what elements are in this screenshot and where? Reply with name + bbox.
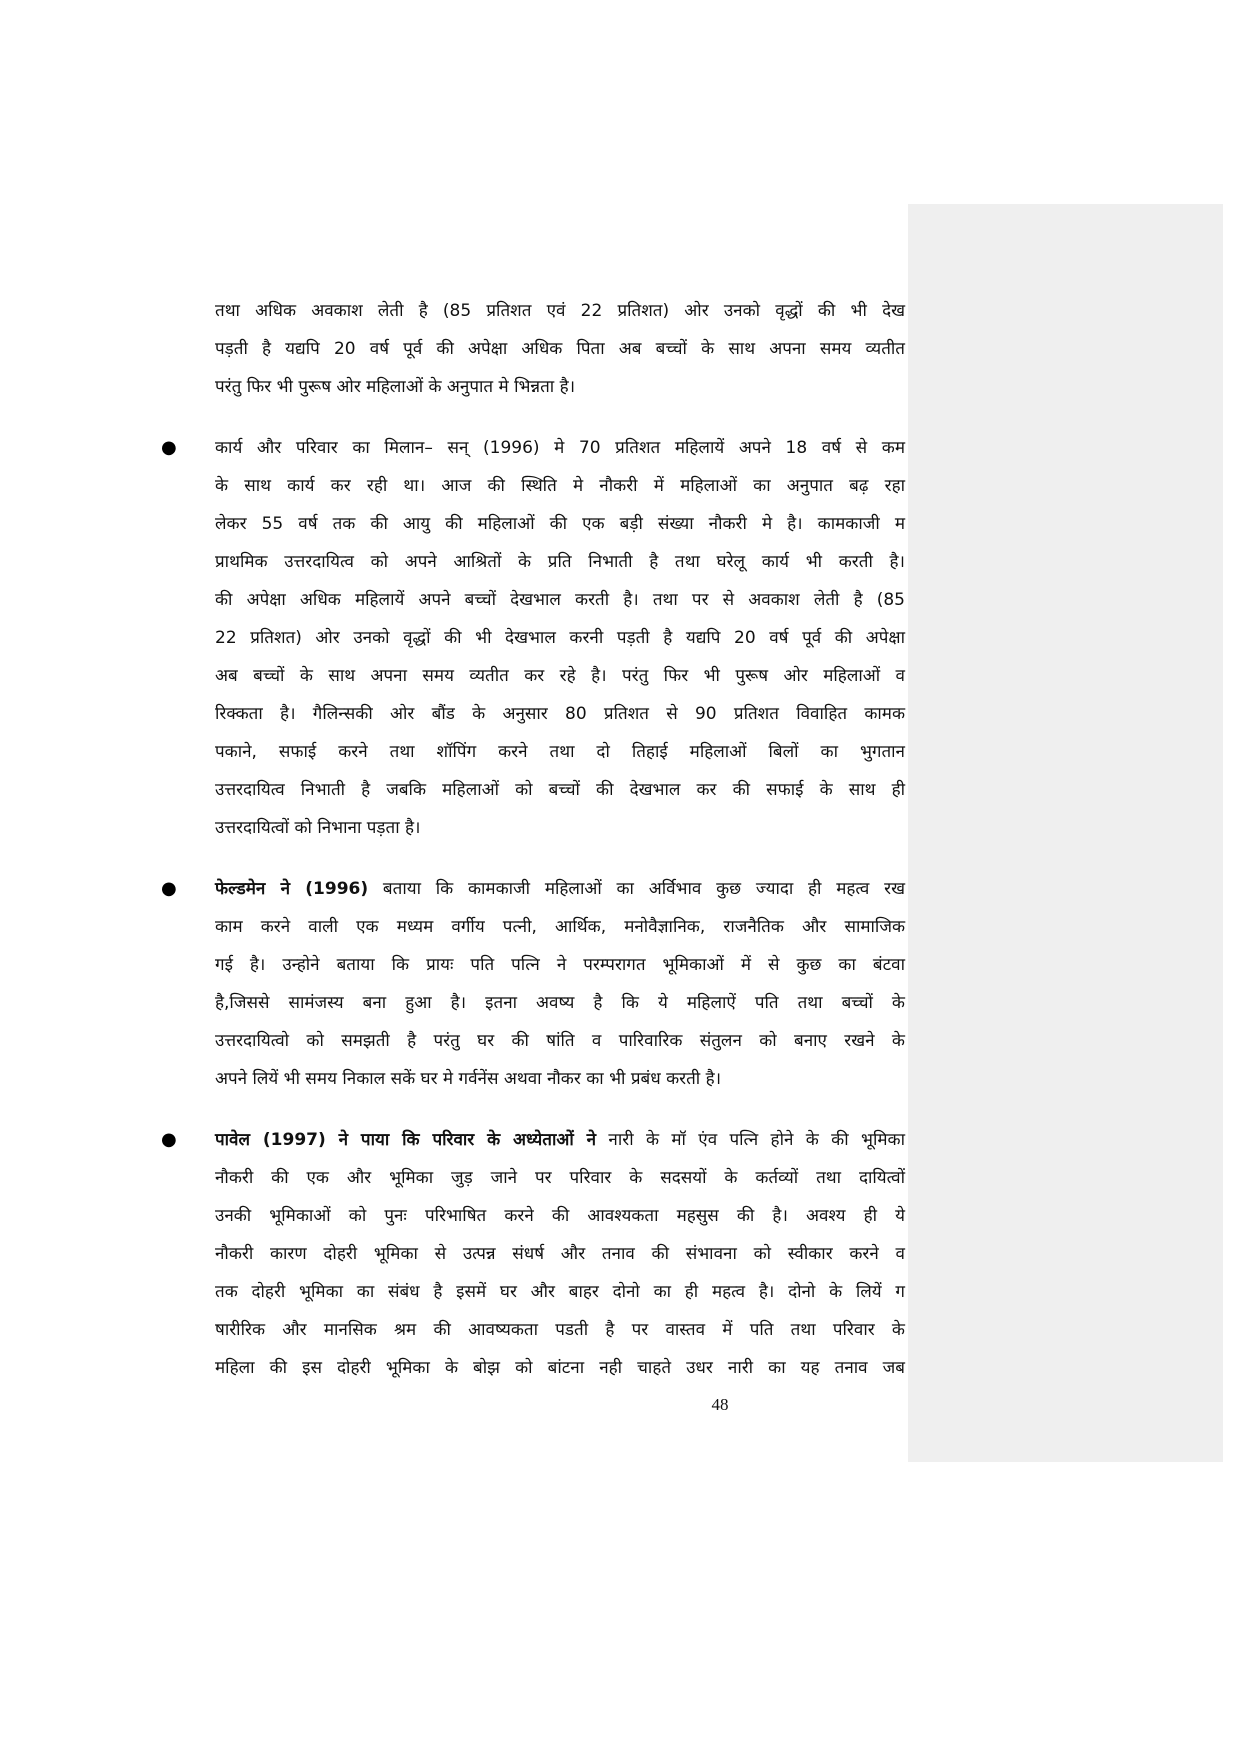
bullet-icon: ● <box>161 1129 177 1150</box>
text-line: काम करने वाली एक मध्यम वर्गीय पत्नी, आर्थिक, मनोवैज्ञानिक, राजनैतिक और सामाजिक <box>215 917 905 937</box>
text-line: तथा अधिक अवकाश लेती है (85 प्रतिशत एवं 22 प्रतिशत) ओर उनको वृद्धों की भी देख <box>215 301 905 321</box>
text-line: की अपेक्षा अधिक महिलायें अपने बच्चों देखभाल करती है। तथा पर से अवकाश लेती है (85 <box>215 590 905 610</box>
text-line: के साथ कार्य कर रही था। आज की स्थिति मे नौकरी में महिलाओं का अनुपात बढ़ रहा <box>215 476 905 496</box>
text-line <box>215 1121 905 1159</box>
text-line: उत्तरदायित्वो को समझती है परंतु घर की षांति व पारिवारिक संतुलन को बनाए रखने के <box>215 1031 905 1051</box>
bullet-icon: ● <box>161 878 177 899</box>
text-line: पकाने, सफाई करने तथा शॉपिंग करने तथा दो तिहाई महिलाओं बिलों का भुगतान <box>215 742 905 762</box>
text-line: रिक्कता है। गैलिन्सकी ओर बौंड के अनुसार 80 प्रतिशत से 90 प्रतिशत विवाहित कामक <box>215 704 905 724</box>
text-line: उनकी भूमिकाओं को पुनः परिभाषित करने की आवश्यकता महसुस की है। अवश्य ही ये <box>215 1206 905 1226</box>
comment-pane <box>908 204 1223 1462</box>
text-line: उत्तरदायित्व निभाती है जबकि महिलाओं को बच्चों की देखभाल कर की सफाई के साथ ही <box>215 780 905 800</box>
text-line: कार्य और परिवार का मिलान– सन् (1996) मे 70 प्रतिशत महिलायें अपने 18 वर्ष से कम <box>215 438 905 458</box>
text-line: 22 प्रतिशत) ओर उनको वृद्धों की भी देखभाल करनी पड़ती है यद्यपि 20 वर्ष पूर्व की अपेक्षा <box>215 628 905 648</box>
text-line <box>215 870 905 908</box>
bullet-paragraph-powell <box>161 1121 905 1387</box>
text-line: अपने लियें भी समय निकाल सकें घर मे गर्वनेंस अथवा नौकर का भी प्रबंध करती है। <box>215 1069 722 1089</box>
text-line: अब बच्चों के साथ अपना समय व्यतीत कर रहे है। परंतु फिर भी पुरूष ओर महिलाओं व <box>215 666 905 686</box>
text-line: पड़ती है यद्यपि 20 वर्ष पूर्व की अपेक्षा अधिक पिता अब बच्चों के साथ अपना समय व्यतीत <box>215 339 905 359</box>
text-line: नौकरी कारण दोहरी भूमिका से उत्पन्न संधर्ष और तनाव की संभावना को स्वीकार करने व <box>215 1244 905 1264</box>
text-line: नौकरी की एक और भूमिका जुड़ जाने पर परिवार के सदसयों के कर्तव्यों तथा दायित्वों <box>215 1168 905 1188</box>
text-line: षारीरिक और मानसिक श्रम की आवष्यकता पडती है पर वास्तव में पति तथा परिवार के <box>215 1320 905 1340</box>
bullet-paragraph-work-family <box>161 429 905 847</box>
text-run: नारी के मॉ एंव पत्नि होने के की भूमिका <box>596 1130 905 1150</box>
document-body <box>161 292 906 1387</box>
page-number: 48 <box>711 1395 729 1414</box>
text-run: बताया कि कामकाजी महिलाओं का अर्विभाव कुछ ज्यादा ही महत्व रख <box>368 879 905 899</box>
text-line: महिला की इस दोहरी भूमिका के बोझ को बांटना नही चाहते उधर नारी का यह तनाव जब <box>215 1358 905 1378</box>
bold-citation: फेल्डमेन ने (1996) <box>215 879 369 899</box>
bullet-icon: ● <box>161 437 177 458</box>
continuation-paragraph <box>215 292 905 406</box>
text-line: तक दोहरी भूमिका का संबंध है इसमें घर और बाहर दोनो का ही महत्व है। दोनो के लियें ग <box>215 1282 905 1302</box>
text-line: परंतु फिर भी पुरूष ओर महिलाओं के अनुपात मे भिन्नता है। <box>215 377 576 397</box>
bullet-paragraph-feldman <box>161 870 906 1098</box>
text-line: उत्तरदायित्वों को निभाना पड़ता है। <box>215 818 421 838</box>
bold-citation: पावेल (1997) ने पाया कि परिवार के अध्येताओं ने <box>215 1130 597 1150</box>
text-line: लेकर 55 वर्ष तक की आयु की महिलाओं की एक बड़ी संख्या नौकरी मे है। कामकाजी म <box>215 514 905 534</box>
text-line: प्राथमिक उत्तरदायित्व को अपने आश्रितों के प्रति निभाती है तथा घरेलू कार्य भी करती है। <box>215 552 905 572</box>
text-line: है,जिससे सामंजस्य बना हुआ है। इतना अवष्य है कि ये महिलाऐं पति तथा बच्चों के <box>215 993 905 1013</box>
text-line: गई है। उन्होने बताया कि प्रायः पति पत्नि ने परम्परागत भूमिकाओं में से कुछ का बंटवा <box>215 955 906 975</box>
